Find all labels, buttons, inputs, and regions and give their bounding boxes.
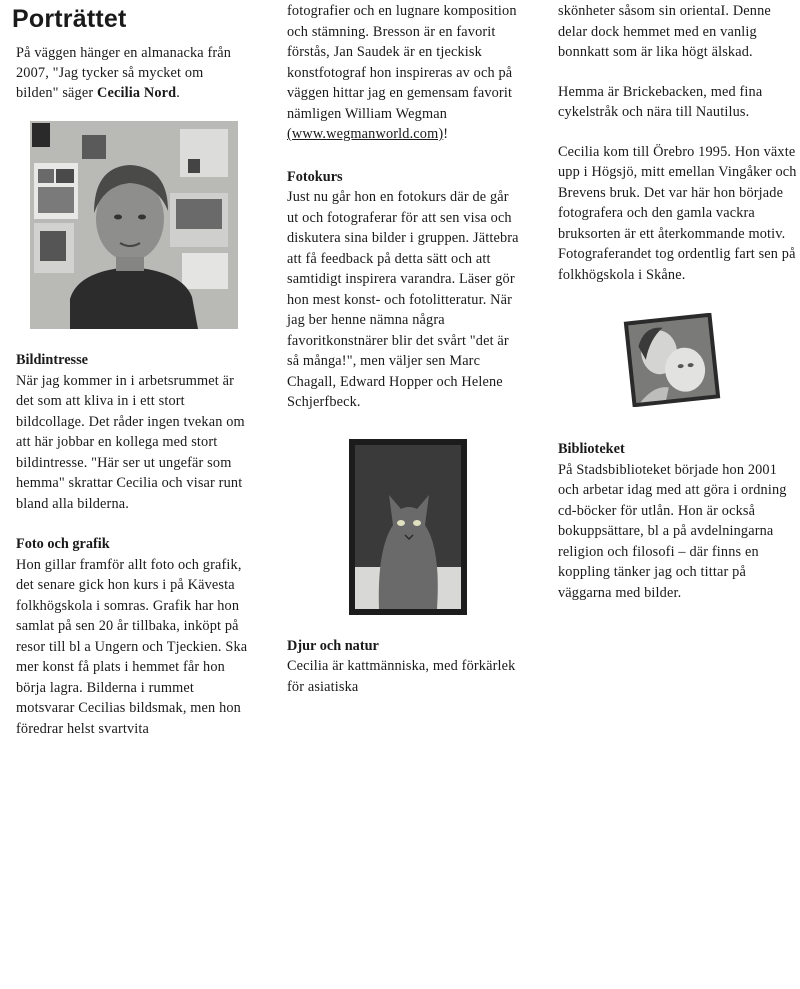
cat-photo (349, 439, 467, 615)
portrait-photo (30, 121, 238, 329)
column-1 (12, 0, 248, 739)
paragraph-fotokurs: Just nu går hon en fotokurs där de går ut och fotograferar för att sen visa och diskutera sina bilder i gruppen. Jättebra att få feedback på detta sätt och att samtidigt inspirera varandra. Läser gör hon mest konst- och fotolitteratur. När jag ber henne nämna några favoritkonstnärer blir det svårt "det är så många!", men väljer sen Marc Chagall, Edward Hopper och Helene Schjerfbeck. (287, 189, 519, 410)
wegman-link[interactable]: (www.wegmanworld.com) (287, 126, 444, 142)
heading-biblioteket: Biblioteket (558, 441, 625, 457)
paragraph-foto-och-grafik-part2: fotografier och en lugnare komposition och stämning. Bresson är en favorit förstås, Jan Saudek är en tjeckisk konstfotograf hon inspireras av och på väggen hittar jag en gemensam favorit nämligen William Wegman (www.wegmanworld.com)! (287, 3, 517, 142)
heading-fotokurs: Fotokurs (287, 168, 343, 185)
paragraph-bildintresse: När jag kommer in i arbetsrummet är det som att kliva in i ett stort bildcollage. Det råder ingen tvekan om att här jobbar en kollega med stort bildintresse. "Här ser ut ungefär som hemma" skrattar Cecilia och visar runt bland alla bilderna. (16, 372, 245, 512)
paragraph-orebro: Cecilia kom till Örebro 1995. Hon växte upp i Högsjö, mitt emellan Vingåker och Brevens bruk. Det var här hon började fotografera och den gamla vackra bruksorten är ett återkommande motiv. Fotograferandet tog ordentlig fart sen på folkhögskola i Skåne. (558, 143, 797, 283)
paragraph-foto-och-grafik-part1: Hon gillar framför allt foto och grafik, det senare gick hon kurs i på Kävesta folkhögskola i somras. Grafik har hon samlat på sen 20 år tillbaka, inköpt på resor till bl a Ungern och Tjeckien. Ska mer konst få plats i hemmet får hon börja lagra. Bilderna i rummet motsvarar Cecilias bildsmak, men hon föredrar helst svartvita (16, 556, 248, 737)
heading-bildintresse: Bildintresse (16, 352, 89, 368)
heading-djur-och-natur: Djur och natur (287, 637, 379, 654)
paragraph-hemma: Hemma är Brickebacken, med fina cykelstråk och nära till Nautilus. (558, 83, 763, 120)
mother-child-artwork (622, 313, 722, 407)
column-2 (287, 0, 521, 697)
paragraph-djur-och-natur-part1: Cecilia är kattmänniska, med förkärlek för asiatiska (287, 658, 516, 695)
paragraph-biblioteket: På Stadsbiblioteket började hon 2001 och arbetar idag med att göra i ordning cd-böcker för utlån. Hon är också bokuppsättare, bl a på avdelningarna religion och filosofi – där finns en koppling tänker jag och tittar på väggarna med bilder. (558, 461, 787, 601)
paragraph-djur-och-natur-part2: skönheter såsom sin orientaI. Denne delar dock hemmet med en vanlig bonnkatt som är lika högt älskad. (558, 3, 771, 60)
heading-foto-och-grafik: Foto och grafik (16, 536, 110, 552)
article-title: Porträttet (12, 5, 127, 33)
person-name: Cecilia Nord (96, 85, 177, 101)
column-3 (558, 0, 798, 603)
intro-paragraph: På väggen hänger en almanacka från 2007, "Jag tycker så mycket om bilden" säger Cecilia Nord. (16, 45, 232, 101)
